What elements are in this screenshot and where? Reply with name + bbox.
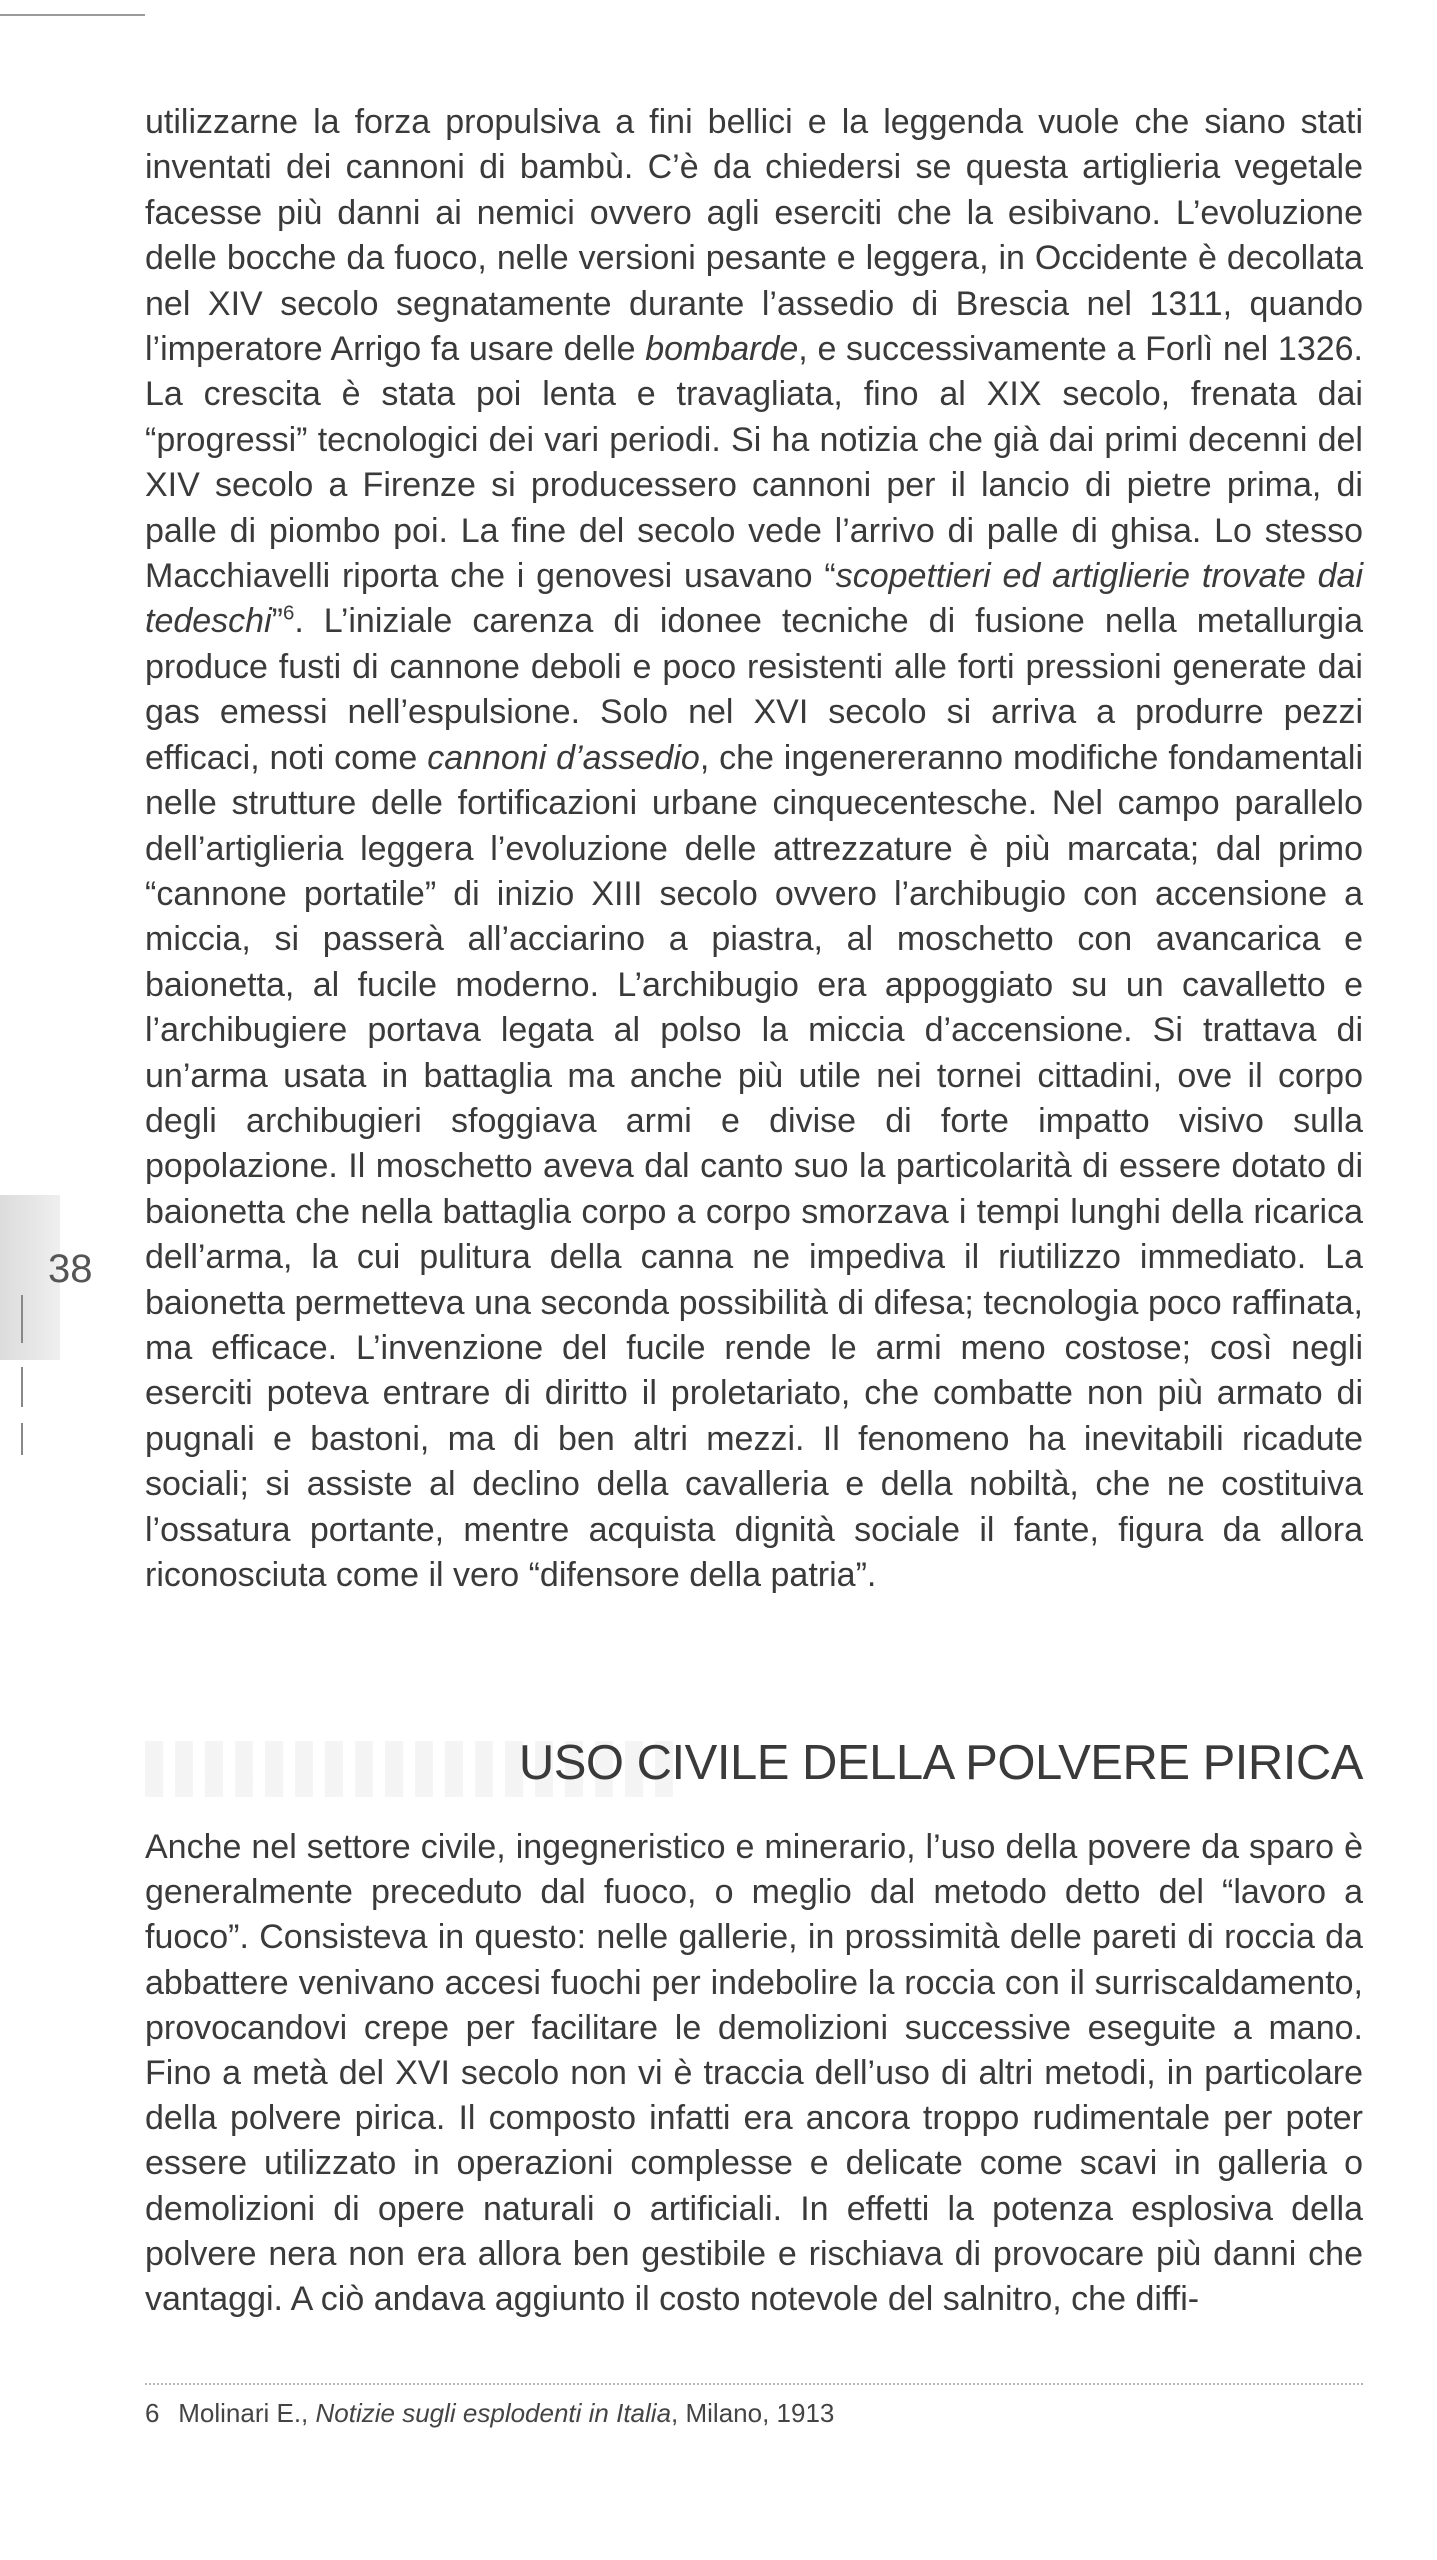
text-run: utilizzarne la forza propulsiva a fini bellici e la leggenda vuole che siano stati inventati dei cannoni di bambù. C’è da chiedersi se questa artiglieria vegetale facesse più danni ai nemici ovvero agli eserciti che la esibivano. L’evoluzione delle bocche da fuoco, nelle versioni pesante e leggera, in Occidente è decollata nel XIV secolo segnatamente durante l’assedio di Brescia nel 1311, quando l’imperatore Arrigo fa usare delle — [145, 103, 1363, 369]
footnote-author: Molinari E., — [178, 2398, 316, 2428]
section-paragraph: Anche nel settore civile, ingegneristico e minerario, l’uso della povere da sparo è generalmente preceduto dal fuoco, o meglio dal metodo detto del “lavoro a fuoco”. Consisteva in questo: nelle gallerie, in prossimità delle pareti di roccia da abbattere venivano accesi fuochi per indebolire la roccia con il surriscaldamento, provocandovi crepe per facilitare le demolizioni successive eseguite a mano. Fino a metà del XVI secolo non vi è traccia dell’uso di altri metodi, in particolare della polvere pirica. Il composto infatti era ancora troppo rudimentale per poter essere utilizzato in operazioni complesse e delicate come scavi in galleria o demolizioni di opere naturali o artificiali. In effetti la potenza esplosiva della polvere nera non era allora ben gestibile e rischiava di provocare più danni che vantaggi. A ciò andava aggiunto il costo notevole del salnitro, che diffi- — [145, 1828, 1363, 2319]
page-number: 38 — [48, 1247, 93, 1291]
text-run: , che ingenereranno modifiche fondamentali nelle strutture delle fortificazioni urbane cinquecentesche. Nel campo parallelo dell’artiglieria leggera l’evoluzione delle attrezzature è più marcata; dal primo “cannone portatile” di inizio XIII secolo ovvero l’archibugio con accensione a miccia, si passerà all’acciarino a piastra, al moschetto con avancarica e baionetta, al fucile moderno. L’archibugio era appoggiato su un cavalletto e l’archibugiere portava legata al polso la miccia d’accensione. Si trattava di un’arma usata in battaglia ma anche più utile nei tornei cittadini, ove il corpo degli archibugieri sfoggiava armi e divise di forte impatto visivo sulla popolazione. Il moschetto aveva dal canto suo la particolarità di essere dotato di baionetta che nella battaglia corpo a corpo smorzava i tempi lunghi della ricarica dell’arma, la cui pulitura della canna ne impediva il riutilizzo immediato. La baionetta permetteva una seconda possibilità di difesa; tecnologia poco raffinata, ma efficace. L’invenzione del fucile rende le armi meno costose; così negli eserciti poteva entrare di diritto il proletariato, che combatte non più armato di pugnali e bastoni, ma di ben altri mezzi. Il fenomeno ha inevitabili ricadute sociali; si assiste al declino della cavalleria e della nobiltà, che ne costituiva l’ossatura portante, mentre acquista dignità sociale il fante, figura da allora riconosciuta come il vero “difensore della patria”. — [145, 738, 1363, 1594]
text-run: ” — [271, 602, 283, 641]
italic-term-cannoni-assedio: cannoni d’assedio — [427, 738, 700, 777]
italic-term-bombarde: bombarde — [645, 330, 799, 369]
footnote-reference: 6 — [282, 603, 295, 626]
footnote-title: Notizie sugli esplodenti in Italia — [315, 2398, 672, 2428]
body-paragraph — [145, 100, 1363, 1598]
section-body-text — [145, 1825, 1363, 2322]
italic-quotation: scopettieri ed artiglierie trovate dai tedeschi — [145, 557, 1363, 641]
text-run: . L’iniziale carenza di idonee tecniche di fusione nella metallurgia produce fusti di cannone deboli e poco resistenti alle forti pressioni generate dai gas emessi nell’espulsione. Solo nel XVI secolo si arriva a produrre pezzi efficaci, noti come — [145, 602, 1363, 777]
top-rule — [0, 14, 145, 16]
footnote-number: 6 — [145, 2398, 160, 2428]
text-run: , e successivamente a Forlì nel 1326. La crescita è stata poi lenta e travagliata, fino al XIX secolo, frenata dai “progressi” tecnologici dei vari periodi. Si ha notizia che già dai primi decenni del XIV secolo a Firenze si producessero cannoni per il lancio di pietre prima, di palle di piombo poi. La fine del secolo vede l’arrivo di palle di ghisa. Lo stesso Macchiavelli riporta che i genovesi usavano “ — [145, 330, 1363, 596]
page-edge-marks — [21, 1295, 23, 1455]
section-heading: USO CIVILE DELLA POLVERE PIRICA — [518, 1736, 1363, 1790]
section-heading-block — [145, 1735, 1363, 1805]
main-body-text — [145, 100, 1363, 1598]
footnote-publication: , Milano, 1913 — [671, 2398, 835, 2428]
footnote — [145, 2396, 1363, 2430]
footnote-separator — [145, 2383, 1363, 2385]
